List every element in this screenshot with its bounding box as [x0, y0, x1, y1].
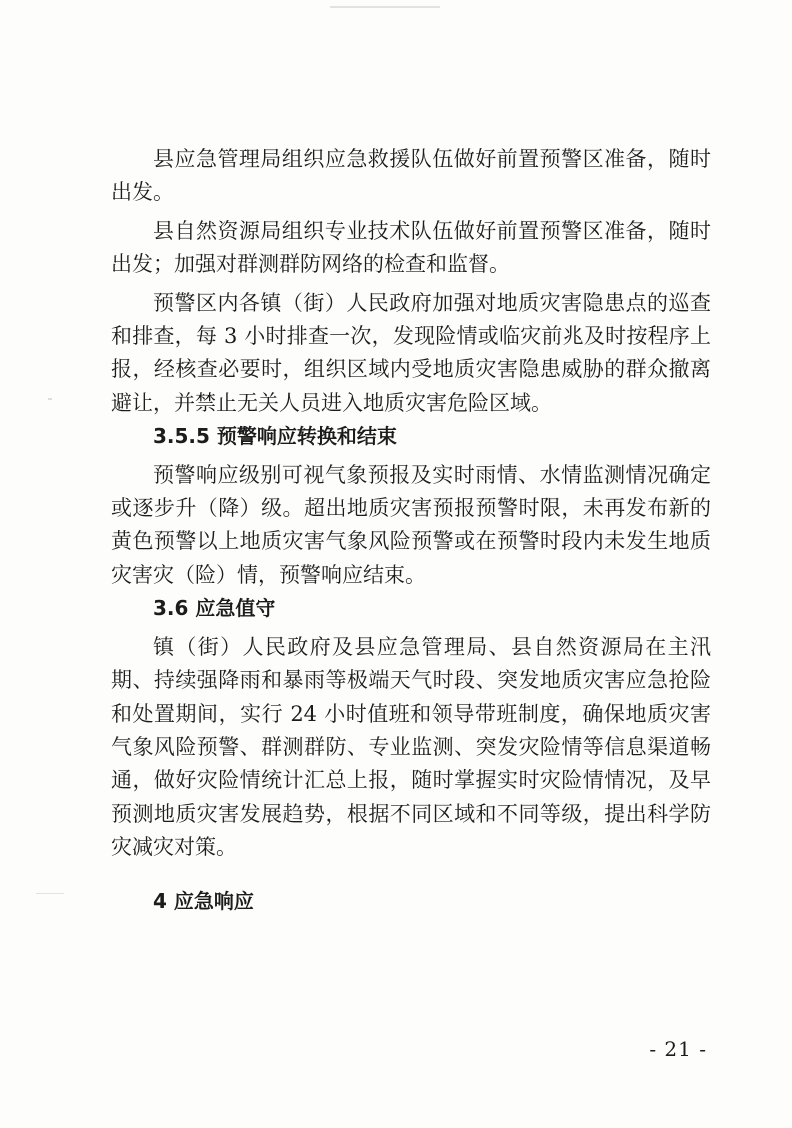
paragraph: 县自然资源局组织专业技术队伍做好前置预警区准备，随时出发；加强对群测群防网络的检查和监督。 [111, 218, 711, 277]
section-heading-3-6: 3.6 应急值守 [153, 596, 276, 621]
section-heading-3-5-5: 3.5.5 预警响应转换和结束 [153, 424, 397, 449]
paragraph: 预警区内各镇（街）人民政府加强对地质灾害隐患点的巡查和排查，每 3 小时排查一次，发现险情或临灾前兆及时按程序上报，经核查必要时，组织区域内受地质灾害隐患威胁的群众撤离避让，并禁止无关人员进入地质灾害危险区域。 [111, 290, 711, 415]
paragraph: 县应急管理局组织应急救援队伍做好前置预警区准备，随时出发。 [111, 147, 711, 205]
section-heading-4: 4 应急响应 [153, 888, 254, 913]
scan-artifact-left-2 [36, 893, 64, 894]
scan-artifact-left [48, 398, 52, 400]
paragraph: 镇（街）人民政府及县应急管理局、县自然资源局在主汛期、持续强降雨和暴雨等极端天气时段、突发地质灾害应急抢险和处置期间，实行 24 小时值班和领导带班制度，确保地质灾害气象风险预警、群测群防、专业监测、突发灾险情等信息渠道畅通，做好灾险情统计汇总上报，随时掌握实时灾险情情况，及早预测地质灾害发展趋势，根据不同区域和不同等级，提出科学防灾减灾对策。 [111, 634, 711, 860]
scan-artifact-top [330, 6, 440, 8]
page-number: - 21 - [649, 1037, 707, 1061]
paragraph: 预警响应级别可视气象预报及实时雨情、水情监测情况确定或逐步升（降）级。超出地质灾害预报预警时限，未再发布新的黄色预警以上地质灾害气象风险预警或在预警时段内未发生地质灾害灾（险）情，预警响应结束。 [111, 462, 711, 587]
document-body [111, 143, 711, 918]
